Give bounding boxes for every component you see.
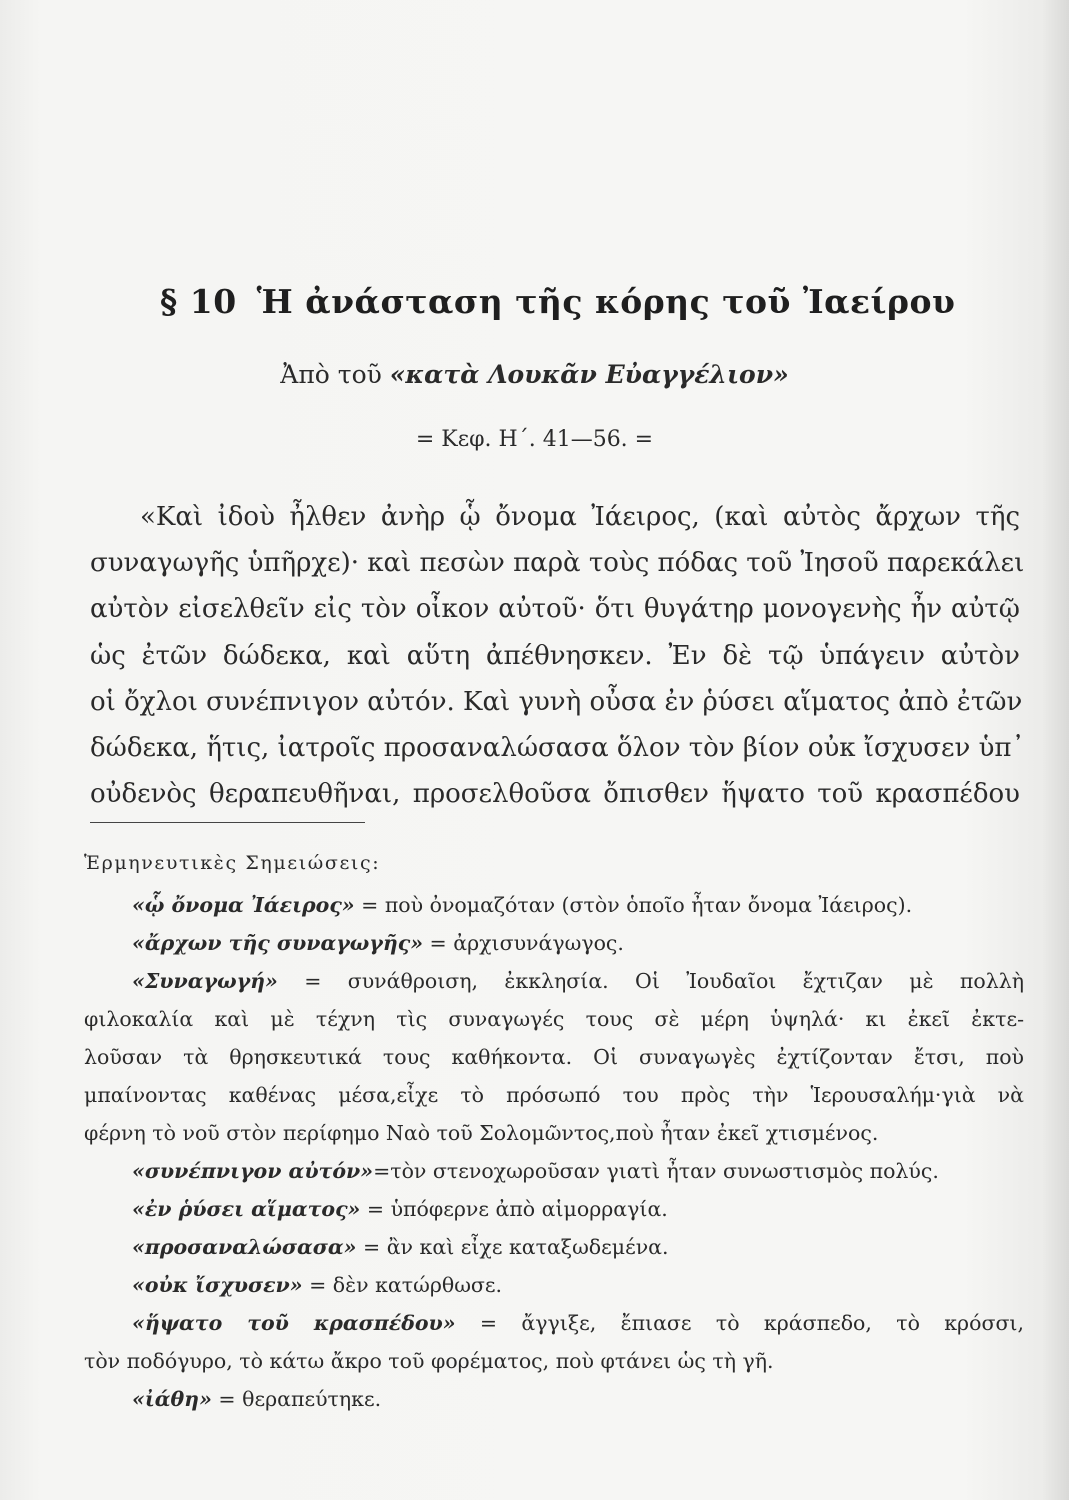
note-text: = ἀρχισυνάγωγος.: [423, 931, 624, 955]
chapter-reference: = Κεφ. Η΄. 41—56. =: [415, 427, 654, 452]
passage-line: οὐδενὸς θεραπευθῆναι, προσελθοῦσα ὄπισθεν ἥψατο τοῦ κρασπέδου: [90, 779, 1020, 810]
note-text: τὸν ποδόγυρο, τὸ κάτω ἄκρο τοῦ φορέματος, ποὺ φτάνει ὡς τὴ γῆ.: [84, 1349, 774, 1373]
note-text: μπαίνοντας καθένας μέσα,εἶχε τὸ πρόσωπό του πρὸς τὴν Ἱερουσαλήμ·γιὰ νὰ: [84, 1083, 1024, 1107]
note-term: «οὐκ ἴσχυσεν»: [132, 1273, 303, 1297]
note-term: «προσαναλώσασα»: [132, 1235, 357, 1259]
show-through: [95, 75, 1029, 108]
note-text: φιλοκαλία καὶ μὲ τέχνη τὶς συναγωγές τους σὲ μέρη ὑψηλά· κι ἐκεῖ ἐκτε-: [84, 1007, 1024, 1031]
note-term: «ἥψατο τοῦ κρασπέδου»: [132, 1311, 456, 1335]
notes-title: Ἑρμηνευτικὲς Σημειώσεις:: [84, 852, 381, 874]
note-text: = ἂν καὶ εἶχε καταξωδεμένα.: [356, 1235, 669, 1259]
note-term: «ᾧ ὄνομα Ἰάειρος»: [132, 893, 355, 917]
note-line: [84, 1038, 1024, 1076]
note-term: «ἰάθη»: [132, 1387, 212, 1411]
note-text: φέρνη τὸ νοῦ στὸν περίφημο Ναὸ τοῦ Σολομῶντος,ποὺ ἦταν ἐκεῖ χτισμένος.: [84, 1121, 879, 1145]
note-term: «ἄρχων τῆς συναγωγῆς»: [132, 931, 424, 955]
section-number: § 10: [160, 282, 237, 321]
note-text: = δὲν κατώρθωσε.: [302, 1273, 503, 1297]
note-term: «Συναγωγή»: [132, 969, 278, 993]
passage-line: συναγωγῆς ὑπῆρχε)· καὶ πεσὼν παρὰ τοὺς πόδας τοῦ Ἰησοῦ παρεκάλει: [90, 548, 1025, 579]
note-line: [84, 1114, 1024, 1152]
note-term: «ἐν ῥύσει αἵματος»: [132, 1197, 361, 1221]
source-prefix: Ἀπὸ τοῦ: [280, 360, 390, 389]
passage-line: δώδεκα, ἥτις, ἰατροῖς προσαναλώσασα ὅλον τὸν βίον οὐκ ἴσχυσεν ὑπ᾿: [90, 732, 1025, 763]
note-text: = ἄγγιξε, ἔπιασε τὸ κράσπεδο, τὸ κρόσσι,: [455, 1311, 1024, 1335]
note-text: λοῦσαν τὰ θρησκευτικά τους καθήκοντα. Οἱ συναγωγὲς ἐχτίζονταν ἔτσι, ποὺ: [84, 1045, 1024, 1069]
note-text: = συνάθροιση, ἐκκλησία. Οἱ Ἰουδαῖοι ἔχτιζαν μὲ πολλὴ: [277, 969, 1024, 993]
explanatory-notes: [84, 886, 1024, 1418]
note-line: [84, 1076, 1024, 1114]
note-text: = ποὺ ὀνομαζόταν (στὸν ὁποῖο ἦταν ὄνομα Ἰάειρος).: [354, 893, 913, 917]
section-heading: [160, 282, 960, 321]
note-line: [84, 924, 1024, 962]
note-line: [84, 1380, 1024, 1418]
footnote-divider: [90, 822, 365, 823]
note-line: [84, 1000, 1024, 1038]
note-line: [84, 886, 1024, 924]
scripture-passage: [90, 494, 1025, 817]
source-book: «κατὰ Λουκᾶν Εὐαγγέλιον»: [389, 360, 789, 389]
note-line: [84, 1190, 1024, 1228]
page-edge-shadow: [1043, 0, 1069, 1500]
note-text: = θεραπεύτηκε.: [211, 1387, 382, 1411]
note-line: [84, 1266, 1024, 1304]
passage-line: αὐτὸν εἰσελθεῖν εἰς τὸν οἶκον αὐτοῦ· ὅτι θυγάτηρ μονογενὴς ἦν αὐτῷ: [90, 594, 1020, 625]
note-line: [84, 1152, 1024, 1190]
passage-line: οἱ ὄχλοι συνέπνιγον αὐτόν. Καὶ γυνὴ οὖσα ἐν ῥύσει αἵματος ἀπὸ ἐτῶν: [90, 686, 1023, 717]
note-line: [84, 1342, 1024, 1380]
note-text: =τὸν στενοχωροῦσαν γιατὶ ἦταν συνωστισμὸς πολύς.: [373, 1159, 939, 1183]
note-line: [84, 1304, 1024, 1342]
source-line: [0, 360, 1069, 389]
note-text: = ὑπόφερνε ἀπὸ αἱμορραγία.: [360, 1197, 668, 1221]
passage-line: «Καὶ ἰδοὺ ἦλθεν ἀνὴρ ᾧ ὄνομα Ἰάειρος, (καὶ αὐτὸς ἄρχων τῆς: [140, 502, 1020, 532]
section-title: Ἡ ἀνάσταση τῆς κόρης τοῦ Ἰαείρου: [256, 282, 956, 321]
note-term: «συνέπνιγον αὐτόν»: [132, 1159, 374, 1183]
note-line: [84, 1228, 1024, 1266]
note-line: [84, 962, 1024, 1000]
passage-line: ὡς ἐτῶν δώδεκα, καὶ αὕτη ἀπέθνησκεν. Ἐν δὲ τῷ ὑπάγειν αὐτὸν: [90, 640, 1020, 671]
